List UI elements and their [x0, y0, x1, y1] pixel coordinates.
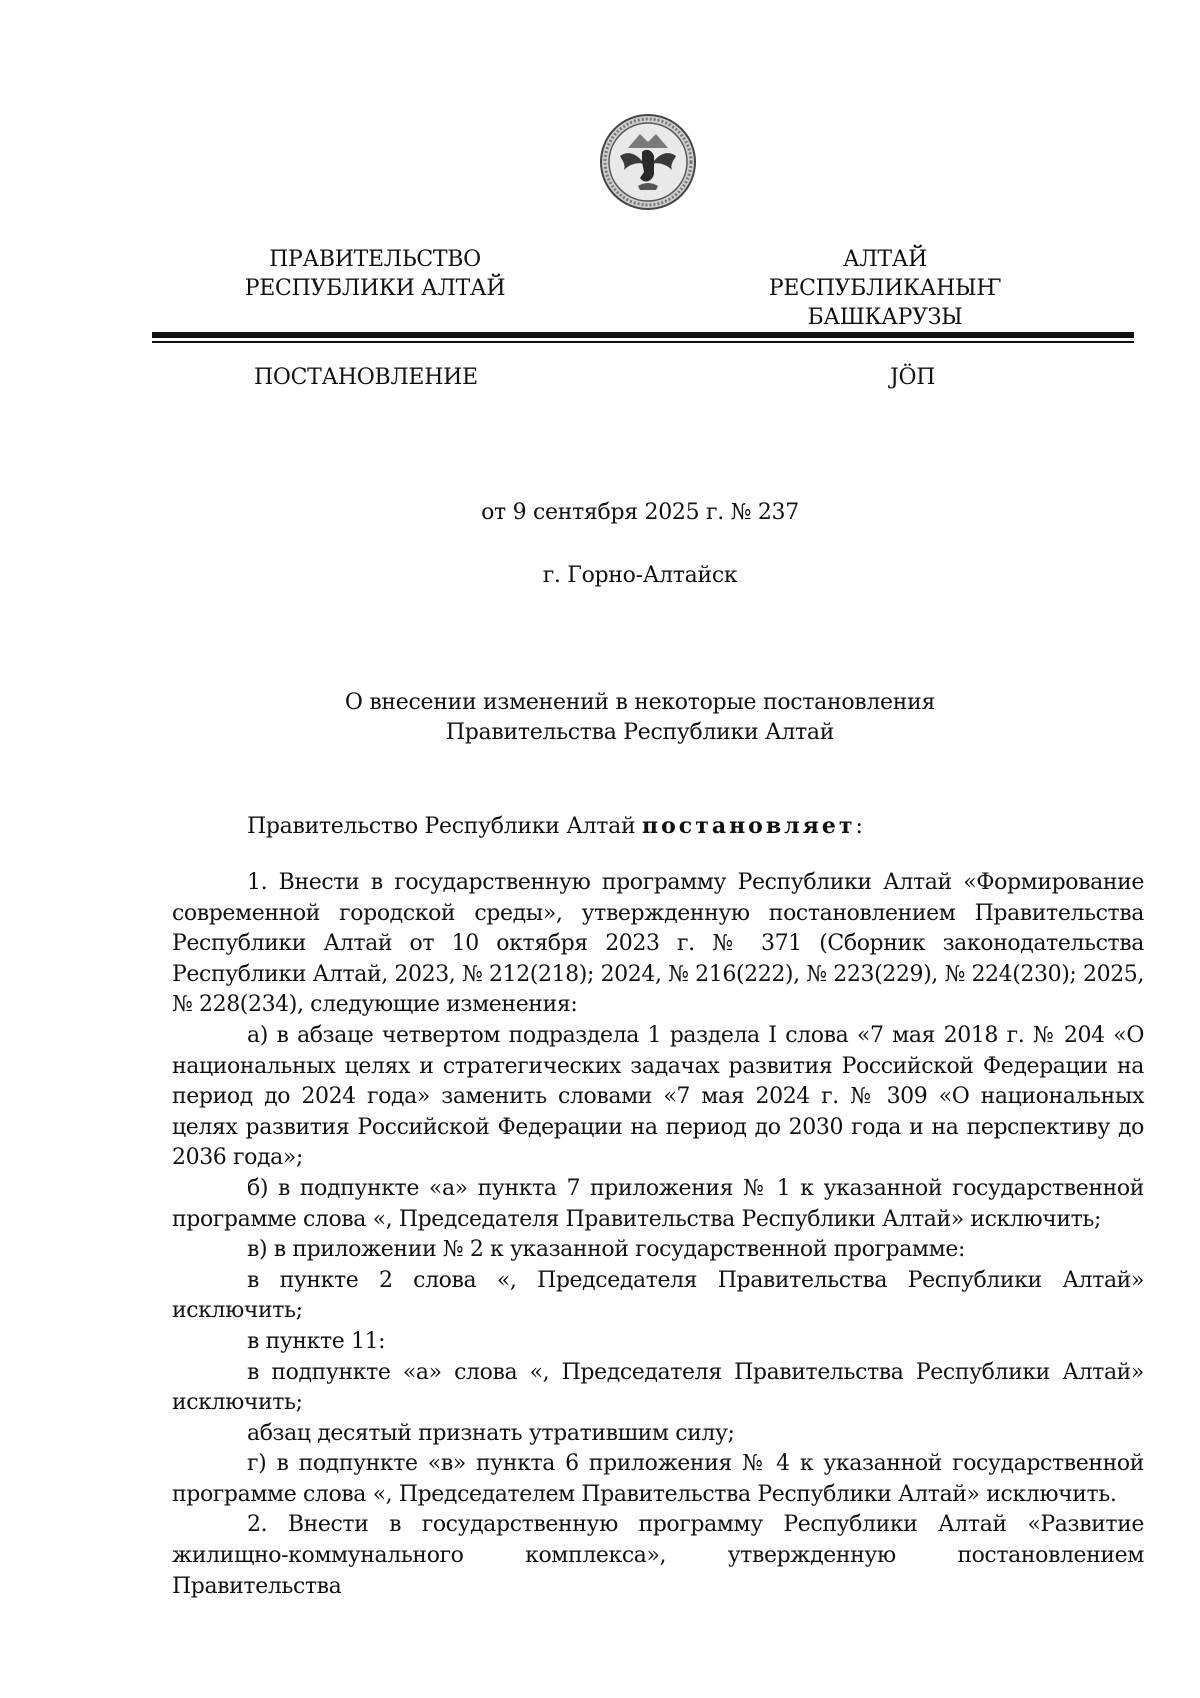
body-paragraph: б) в подпункте «а» пункта 7 приложения № 1 к указанной государственной программе слова «, Председателя Правительства Республики Алтай» исключить; [172, 1175, 1144, 1232]
preamble-subject: Правительство Республики Алтай [247, 814, 643, 839]
document-body [172, 868, 1144, 1602]
preamble-tail: : [855, 814, 863, 839]
document-title-line1: О внесении изменений в некоторые постановления [344, 690, 936, 715]
header-right [740, 245, 1030, 332]
body-paragraph: г) в подпункте «в» пункта 6 приложения № 4 к указанной государственной программе слова «, Председателем Правительства Республики Алтай» исключить. [172, 1451, 1144, 1507]
header-right-line1: АЛТАЙ РЕСПУБЛИКАНЫҤ [768, 247, 1002, 301]
header-left-line1: ПРАВИТЕЛЬСТВО [269, 247, 481, 272]
document-city: г. Горно-Алтайск [542, 563, 738, 588]
body-paragraph: в) в приложении № 2 к указанной государственной программе: [247, 1237, 965, 1263]
body-paragraph: 2. Внести в государственную программу Республики Алтай «Развитие жилищно-коммунального комплекса», утвержденную постановлением Правительства [172, 1512, 1144, 1599]
preamble-verb: постановляет [642, 813, 856, 839]
body-paragraph: в пункте 2 слова «, Председателя Правительства Республики Алтай» исключить; [172, 1267, 1144, 1324]
coat-of-arms-emblem [598, 112, 698, 212]
header-divider-thin [152, 341, 1134, 343]
body-paragraph: а) в абзаце четвертом подраздела 1 раздела I слова «7 мая 2018 г. № 204 «О национальных целях и стратегических задачах развития Российской Федерации на период до 2024 года» заменить словами «7 мая 2024 г. № 309 «О национальных целях развития Российской Федерации на период до 2030 года и на перспективу до 2036 года»; [172, 1022, 1144, 1171]
header-right-line2: БАШКАРУЗЫ [807, 305, 963, 330]
body-paragraph: в пункте 11: [247, 1328, 386, 1354]
doc-type-left: ПОСТАНОВЛЕНИЕ [254, 365, 478, 390]
doc-type-right: JÖП [890, 365, 936, 390]
document-date-number: от 9 сентября 2025 г. № 237 [481, 500, 799, 525]
document-title [40, 688, 1200, 748]
document-title-line2: Правительства Республики Алтай [445, 720, 835, 745]
body-paragraph: абзац десятый признать утратившим силу; [247, 1420, 735, 1446]
header-divider-thick [152, 332, 1134, 338]
body-paragraph: 1. Внести в государственную программу Республики Алтай «Формирование современной городской среды», утвержденную постановлением Правительства Республики Алтай от 10 октября 2023 г. № 371 (Сборник законодательства Республики Алтай, 2023, № 212(218); 2024, № 216(222), № 223(229), № 224(230); 2025, № 228(234), следующие изменения: [172, 870, 1144, 1018]
body-paragraph: в подпункте «а» слова «, Председателя Правительства Республики Алтай» исключить; [172, 1359, 1144, 1416]
header-left-line2: РЕСПУБЛИКИ АЛТАЙ [244, 276, 506, 301]
header-left [240, 245, 510, 303]
preamble [247, 812, 863, 841]
